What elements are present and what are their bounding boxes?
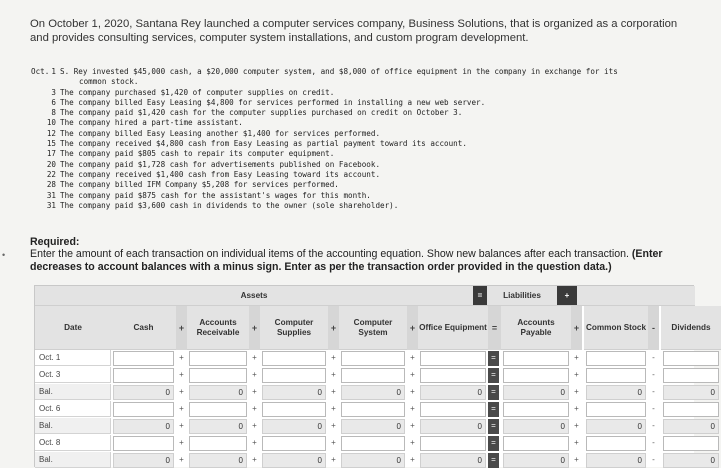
transaction-text: The company billed Easy Leasing another $1,400 for services performed. bbox=[60, 128, 381, 138]
balance-cell-stock: 0 bbox=[586, 385, 646, 400]
transaction-day: 6 bbox=[51, 97, 56, 107]
balance-cell-supplies: 0 bbox=[262, 453, 326, 468]
entry-input-supplies[interactable] bbox=[262, 402, 326, 417]
operator-header: + bbox=[328, 306, 339, 350]
balance-cell-ar: 0 bbox=[189, 419, 247, 434]
operator-sign: = bbox=[488, 351, 499, 366]
balance-cell-cash: 0 bbox=[113, 419, 174, 434]
operator-sign: = bbox=[488, 368, 499, 383]
operator-sign: + bbox=[331, 455, 336, 464]
entry-input-cash[interactable] bbox=[113, 402, 174, 417]
problem-intro: On October 1, 2020, Santana Rey launched a computer services company, Business Solutions, that is organized as a corporation and provides consulting services, computer system installations, and custom program development. bbox=[30, 18, 678, 44]
balance-cell-dividends: 0 bbox=[663, 385, 719, 400]
operator-sign: - bbox=[652, 353, 655, 362]
col-header-ar: Accounts Receivable bbox=[187, 306, 249, 350]
entry-input-equipment[interactable] bbox=[420, 368, 486, 383]
entry-input-system[interactable] bbox=[341, 351, 405, 366]
entry-input-supplies[interactable] bbox=[262, 436, 326, 451]
operator-sign: + bbox=[252, 404, 257, 413]
entry-input-stock[interactable] bbox=[586, 368, 646, 383]
entry-input-supplies[interactable] bbox=[262, 351, 326, 366]
transaction-day: 31 bbox=[46, 200, 56, 210]
transaction-item bbox=[45, 170, 695, 180]
balance-cell-stock: 0 bbox=[586, 453, 646, 468]
col-header-dividends: Dividends bbox=[661, 306, 721, 350]
transaction-day: 8 bbox=[51, 108, 56, 118]
balance-cell-dividends: 0 bbox=[663, 453, 719, 468]
operator-sign: = bbox=[488, 419, 499, 434]
transaction-item bbox=[45, 149, 695, 159]
transaction-item bbox=[45, 118, 695, 128]
operator-sign: + bbox=[252, 353, 257, 362]
operator-sign: + bbox=[574, 455, 579, 464]
transaction-day bbox=[45, 77, 60, 87]
row-label: Bal. bbox=[35, 452, 111, 468]
transaction-list bbox=[45, 67, 695, 211]
entry-input-ap[interactable] bbox=[503, 351, 569, 366]
balance-cell-system: 0 bbox=[341, 385, 405, 400]
operator-header: = bbox=[488, 306, 501, 350]
transaction-text: The company paid $3,600 cash in dividends to the owner (sole shareholder). bbox=[60, 200, 399, 210]
entry-input-ap[interactable] bbox=[503, 402, 569, 417]
entry-input-system[interactable] bbox=[341, 402, 405, 417]
transaction-text: The company billed Easy Leasing $4,800 for services performed in installing a new web server. bbox=[60, 97, 486, 107]
operator-sign: - bbox=[652, 455, 655, 464]
operator-sign: + bbox=[179, 353, 184, 362]
balance-cell-stock: 0 bbox=[586, 419, 646, 434]
entry-input-supplies[interactable] bbox=[262, 368, 326, 383]
balance-cell-cash: 0 bbox=[113, 453, 174, 468]
transaction-item bbox=[45, 129, 695, 139]
col-header-system: Computer System bbox=[339, 306, 407, 350]
transaction-day: 10 bbox=[46, 118, 56, 128]
transaction-text: The company paid $1,728 cash for advertisements published on Facebook. bbox=[60, 159, 381, 169]
entry-input-dividends[interactable] bbox=[663, 402, 719, 417]
required-title: Required: bbox=[30, 236, 80, 248]
transaction-text: The company purchased $1,420 of computer supplies on credit. bbox=[60, 87, 335, 97]
transaction-text: The company paid $1,420 cash for the computer supplies purchased on credit on October 3. bbox=[60, 108, 463, 118]
col-header-equipment: Office Equipment bbox=[418, 306, 488, 350]
entry-input-ar[interactable] bbox=[189, 368, 247, 383]
operator-sign: + bbox=[331, 438, 336, 447]
col-header-supplies: Computer Supplies bbox=[260, 306, 328, 350]
operator-sign: - bbox=[652, 387, 655, 396]
entry-input-dividends[interactable] bbox=[663, 368, 719, 383]
balance-cell-equipment: 0 bbox=[420, 419, 486, 434]
equity-header bbox=[577, 286, 695, 306]
entry-input-equipment[interactable] bbox=[420, 351, 486, 366]
row-label: Oct. 8 bbox=[35, 435, 111, 451]
entry-input-system[interactable] bbox=[341, 436, 405, 451]
operator-sign: + bbox=[179, 455, 184, 464]
transaction-day: 1 bbox=[51, 67, 56, 76]
operator-sign: - bbox=[652, 370, 655, 379]
operator-sign: = bbox=[488, 385, 499, 400]
operator-sign: - bbox=[652, 404, 655, 413]
entry-input-stock[interactable] bbox=[586, 436, 646, 451]
operator-sign: + bbox=[179, 387, 184, 396]
balance-cell-ap: 0 bbox=[503, 453, 569, 468]
plus-header: + bbox=[557, 286, 577, 306]
transaction-text: The company billed IFM Company $5,208 for services performed. bbox=[60, 180, 339, 190]
balance-cell-dividends: 0 bbox=[663, 419, 719, 434]
entry-input-equipment[interactable] bbox=[420, 402, 486, 417]
entry-input-ar[interactable] bbox=[189, 351, 247, 366]
operator-sign: + bbox=[252, 387, 257, 396]
transaction-item bbox=[45, 160, 695, 170]
operator-sign: + bbox=[410, 387, 415, 396]
transaction-text: The company paid $875 cash for the assistant's wages for this month. bbox=[60, 190, 371, 200]
entry-input-system[interactable] bbox=[341, 368, 405, 383]
transaction-item bbox=[45, 67, 695, 77]
operator-sign: + bbox=[574, 421, 579, 430]
entry-input-cash[interactable] bbox=[113, 436, 174, 451]
accounting-equation-table bbox=[34, 285, 715, 467]
transaction-item bbox=[45, 108, 695, 118]
operator-sign: + bbox=[331, 387, 336, 396]
operator-sign: + bbox=[410, 404, 415, 413]
col-header-cash: Cash bbox=[111, 306, 176, 350]
required-instructions: Enter the amount of each transaction on individual items of the accounting equation. Show new balances after each transaction. (Enter decreases to account balances with a minus sign. Enter as per the transaction order provided in the question data.) bbox=[30, 248, 663, 273]
row-label: Bal. bbox=[35, 384, 111, 400]
entry-input-dividends[interactable] bbox=[663, 436, 719, 451]
transaction-text: The company received $1,400 cash from Easy Leasing toward its account. bbox=[60, 169, 381, 179]
operator-sign: + bbox=[410, 455, 415, 464]
entry-input-ap[interactable] bbox=[503, 436, 569, 451]
transaction-item bbox=[45, 180, 695, 190]
operator-sign: + bbox=[179, 438, 184, 447]
entry-input-cash[interactable] bbox=[113, 368, 174, 383]
operator-sign: + bbox=[574, 370, 579, 379]
transaction-item bbox=[45, 201, 695, 211]
balance-cell-supplies: 0 bbox=[262, 385, 326, 400]
transaction-text: The company hired a part-time assistant. bbox=[60, 118, 243, 128]
transaction-text: S. Rey invested $45,000 cash, a $20,000 computer system, and $8,000 of office equipment in the company in exchange for its bbox=[60, 67, 618, 76]
balance-cell-equipment: 0 bbox=[420, 453, 486, 468]
operator-sign: + bbox=[331, 353, 336, 362]
row-label: Oct. 1 bbox=[35, 350, 111, 366]
operator-sign: + bbox=[574, 387, 579, 396]
month-label: Oct. bbox=[31, 67, 50, 76]
transaction-day: 15 bbox=[46, 139, 56, 149]
balance-cell-equipment: 0 bbox=[420, 385, 486, 400]
required-section bbox=[30, 236, 698, 273]
balance-cell-system: 0 bbox=[341, 453, 405, 468]
balance-cell-ar: 0 bbox=[189, 385, 247, 400]
operator-header: + bbox=[571, 306, 582, 350]
transaction-day: 28 bbox=[46, 180, 56, 190]
operator-header: + bbox=[176, 306, 187, 350]
transaction-item bbox=[45, 88, 695, 98]
assets-header: Assets bbox=[35, 286, 473, 306]
operator-sign: + bbox=[331, 421, 336, 430]
entry-input-cash[interactable] bbox=[113, 351, 174, 366]
operator-sign: + bbox=[252, 455, 257, 464]
operator-sign: = bbox=[488, 436, 499, 451]
equals-header: = bbox=[473, 286, 487, 306]
transaction-day: 12 bbox=[46, 128, 56, 138]
transaction-day: 3 bbox=[51, 87, 56, 97]
entry-input-ar[interactable] bbox=[189, 436, 247, 451]
balance-cell-ap: 0 bbox=[503, 385, 569, 400]
transaction-day: 20 bbox=[46, 159, 56, 169]
transaction-text: The company received $4,800 cash from Easy Leasing as partial payment toward its account. bbox=[60, 139, 467, 149]
side-marker-icon: • bbox=[2, 250, 6, 260]
col-header-stock: Common Stock bbox=[584, 306, 648, 350]
transaction-item bbox=[45, 191, 695, 201]
balance-cell-system: 0 bbox=[341, 419, 405, 434]
row-label: Oct. 3 bbox=[35, 367, 111, 383]
balance-cell-supplies: 0 bbox=[262, 419, 326, 434]
operator-sign: + bbox=[179, 404, 184, 413]
operator-header: - bbox=[648, 306, 659, 350]
transaction-item bbox=[45, 98, 695, 108]
col-header-ap: Accounts Payable bbox=[501, 306, 571, 350]
transaction-item bbox=[45, 139, 695, 149]
balance-cell-ap: 0 bbox=[503, 419, 569, 434]
operator-sign: + bbox=[179, 421, 184, 430]
operator-sign: + bbox=[252, 421, 257, 430]
operator-sign: + bbox=[410, 353, 415, 362]
transaction-text: The company paid $805 cash to repair its computer equipment. bbox=[60, 149, 335, 159]
entry-input-stock[interactable] bbox=[586, 402, 646, 417]
operator-sign: + bbox=[574, 353, 579, 362]
operator-sign: + bbox=[331, 370, 336, 379]
entry-input-stock[interactable] bbox=[586, 351, 646, 366]
row-label: Bal. bbox=[35, 418, 111, 434]
operator-sign: + bbox=[410, 438, 415, 447]
operator-sign: + bbox=[410, 370, 415, 379]
entry-input-dividends[interactable] bbox=[663, 351, 719, 366]
transaction-day: 31 bbox=[46, 190, 56, 200]
operator-sign: - bbox=[652, 421, 655, 430]
operator-header: + bbox=[407, 306, 418, 350]
operator-sign: + bbox=[410, 421, 415, 430]
operator-sign: + bbox=[574, 404, 579, 413]
col-header-date: Date bbox=[35, 306, 111, 350]
balance-cell-cash: 0 bbox=[113, 385, 174, 400]
operator-sign: + bbox=[574, 438, 579, 447]
transaction-day: 22 bbox=[46, 169, 56, 179]
balance-cell-ar: 0 bbox=[189, 453, 247, 468]
operator-sign: = bbox=[488, 453, 499, 468]
operator-sign: + bbox=[179, 370, 184, 379]
entry-input-equipment[interactable] bbox=[420, 436, 486, 451]
operator-header: + bbox=[249, 306, 260, 350]
transaction-day: 17 bbox=[46, 149, 56, 159]
transaction-text: common stock. bbox=[79, 77, 139, 87]
operator-sign: = bbox=[488, 402, 499, 417]
operator-sign: + bbox=[252, 370, 257, 379]
row-label: Oct. 6 bbox=[35, 401, 111, 417]
liabilities-header: Liabilities bbox=[487, 286, 557, 306]
operator-sign: + bbox=[252, 438, 257, 447]
entry-input-ar[interactable] bbox=[189, 402, 247, 417]
operator-sign: - bbox=[652, 438, 655, 447]
transaction-item bbox=[45, 77, 695, 87]
entry-input-ap[interactable] bbox=[503, 368, 569, 383]
operator-sign: + bbox=[331, 404, 336, 413]
